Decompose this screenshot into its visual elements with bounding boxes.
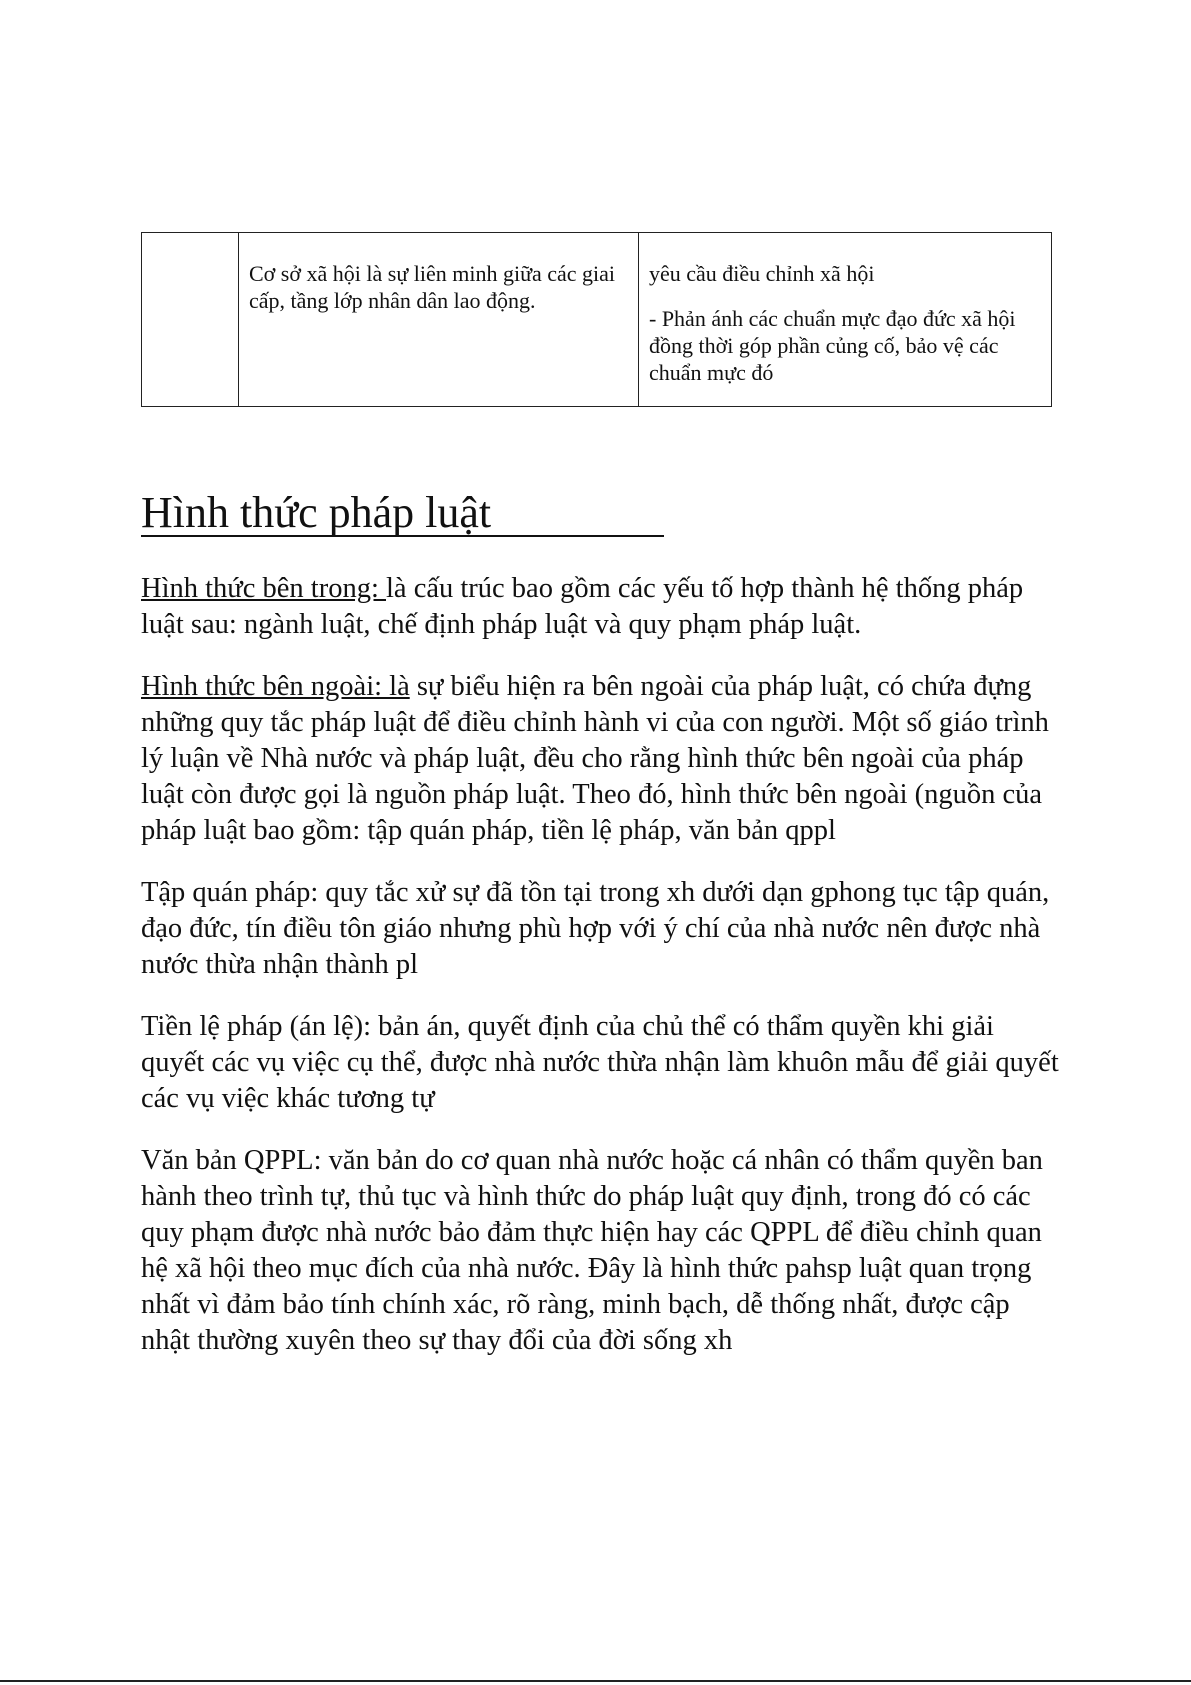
term-internal-form: Hình thức bên trong: xyxy=(141,573,386,604)
table-cell-text: - Phản ánh các chuẩn mực đạo đức xã hội đồng thời góp phần củng cố, bảo vệ các chuẩn mực đó xyxy=(649,306,1016,385)
paragraph-legal-documents: Văn bản QPPL: văn bản do cơ quan nhà nước hoặc cá nhân có thẩm quyền ban hành theo trình tự, thủ tục và hình thức do pháp luật quy định, trong đó có các quy phạm được nhà nước bảo đảm thực hiện hay các QPPL để điều chỉnh quan hệ xã hội theo mục đích của nhà nước. Đây là hình thức pahsp luật quan trọng nhất vì đảm bảo tính chính xác, rõ ràng, minh bạch, dễ thống nhất, được cập nhật thường xuyên theo sự thay đổi của đời sống xh xyxy=(141,1145,1043,1356)
section-heading: Hình thức pháp luật xyxy=(141,488,492,537)
paragraph-internal-form xyxy=(141,571,1061,643)
paragraph-precedent: Tiền lệ pháp (án lệ): bản án, quyết định của chủ thể có thẩm quyền khi giải quyết các vụ việc cụ thể, được nhà nước thừa nhận làm khuôn mẫu để giải quyết các vụ việc khác tương tự xyxy=(141,1011,1059,1114)
paragraph-customary-law: Tập quán pháp: quy tắc xử sự đã tồn tại trong xh dưới dạn gphong tục tập quán, đạo đức, tín điều tôn giáo nhưng phù hợp với ý chí của nhà nước nên được nhà nước thừa nhận thành pl xyxy=(141,877,1050,980)
page-bottom-rule xyxy=(0,1680,1191,1682)
table-cell-empty xyxy=(142,233,239,406)
comparison-table-fragment xyxy=(141,232,1052,407)
paragraph-external-form xyxy=(141,669,1061,849)
table-cell-social-basis xyxy=(239,233,639,406)
table-cell-text: Cơ sở xã hội là sự liên minh giữa các giai cấp, tầng lớp nhân dân lao động. xyxy=(249,261,616,313)
heading-underline xyxy=(141,535,664,537)
table-cell-text: yêu cầu điều chỉnh xã hội xyxy=(649,261,875,286)
table-cell-requirements xyxy=(639,233,1051,406)
paragraph-text: là cấu trúc bao gồm các yếu tố hợp thành hệ thống pháp luật sau: ngành luật, chế định pháp luật và quy phạm pháp luật. xyxy=(141,573,1024,640)
term-external-form: Hình thức bên ngoài: là xyxy=(141,671,410,702)
document-body xyxy=(141,571,1061,1385)
paragraph-text: sự biểu hiện ra bên ngoài của pháp luật, có chứa đựng những quy tắc pháp luật để điều chỉnh hành vi của con người. Một số giáo trình lý luận về Nhà nước và pháp luật, đều cho rằng hình thức bên ngoài của pháp luật còn được gọi là nguồn pháp luật. Theo đó, hình thức bên ngoài (nguồn của pháp luật bao gồm: tập quán pháp, tiền lệ pháp, văn bản qppl xyxy=(141,671,1049,846)
